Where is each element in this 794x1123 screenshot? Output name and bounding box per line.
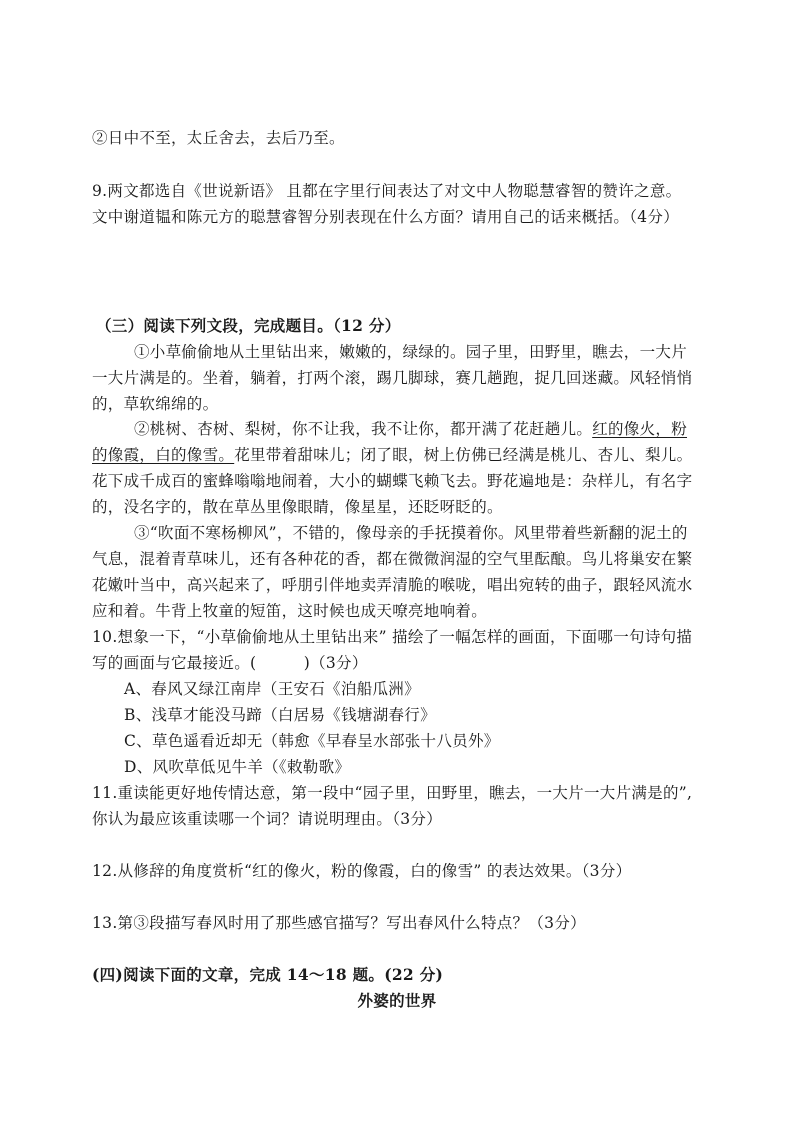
s3-p2-line-3: 花下成千成百的蜜蜂嗡嗡地闹着，大小的蝴蝶飞赖飞去。野花遍地是：杂样儿，有名字 bbox=[92, 472, 693, 490]
q10-line-1: 10.想象一下，“小草偷偷地从土里钻出来” 描绘了一幅怎样的画面，下面哪一句诗句描 bbox=[92, 628, 693, 646]
q11-line-1: 11.重读能更好地传情达意，第一段中“园子里，田野里，瞧去，一大片一大片满是的”, bbox=[92, 784, 693, 802]
s3-p3-line-1: ③“吹面不寒杨柳风”，不错的，像母亲的手抚摸着你。风里带着些新翻的泥土的 bbox=[134, 524, 688, 542]
section4-heading: (四)阅读下面的文章，完成 14～18 题。(22 分) bbox=[92, 965, 444, 984]
s3-p2-line-2 bbox=[92, 442, 712, 468]
section3-heading: （三）阅读下列文段，完成题目。（12 分） bbox=[96, 316, 401, 335]
q10-option-c: C、草色遥看近却无（韩愈《早春呈水部张十八员外》 bbox=[124, 732, 500, 750]
s3-p2-line-1 bbox=[134, 416, 754, 442]
s3-p1-line-1: ①小草偷偷地从土里钻出来，嫩嫩的，绿绿的。园子里，田野里，瞧去，一大片 bbox=[134, 343, 688, 361]
s3-p3-line-4: 应和着。牛背上牧童的短笛，这时候也成天嘹亮地响着。 bbox=[92, 602, 488, 620]
q11-line-2: 你认为最应该重读哪一个词？请说明理由。（3分） bbox=[92, 810, 443, 828]
s3-p2-line-4: 的，没名字的，散在草丛里像眼睛，像星星，还眨呀眨的。 bbox=[92, 498, 503, 516]
s3-p2-underlined-part-1: 红的像火，粉 bbox=[592, 420, 688, 438]
q9-line-1: 9.两文都选自《世说新语》 且都在字里行间表达了对文中人物聪慧睿智的赞许之意。 bbox=[92, 182, 682, 200]
section4-article-title: 外婆的世界 bbox=[357, 991, 437, 1010]
q13: 13.第③段描写春风时用了那些感官描写？写出春风什么特点？（3分） bbox=[92, 914, 586, 932]
q10-option-b: B、浅草才能没马蹄（白居易《钱塘湖春行》 bbox=[124, 706, 436, 724]
s3-p3-line-2: 气息，混着青草味儿，还有各种花的香，都在微微润湿的空气里酝酿。鸟儿将巢安在繁 bbox=[92, 550, 693, 568]
s3-p2-line-2-text: 花里带着甜味儿；闭了眼，树上仿佛已经满是桃儿、杏儿、梨儿。 bbox=[234, 446, 693, 464]
s3-p1-line-2: 一大片满是的。坐着，躺着，打两个滚，踢几脚球，赛几趟跑，捉几回迷藏。风轻悄悄 bbox=[92, 369, 693, 387]
s3-p3-line-3: 花嫩叶当中，高兴起来了，呼朋引伴地卖弄清脆的喉咙，唱出宛转的曲子，跟轻风流水 bbox=[92, 576, 693, 594]
q10-option-d: D、风吹草低见牛羊（《敕勒歌》 bbox=[124, 758, 351, 776]
q12: 12.从修辞的角度赏析“红的像火，粉的像霞，白的像雪” 的表达效果。（3分） bbox=[92, 862, 632, 880]
q9-line-2: 文中谢道韫和陈元方的聪慧睿智分别表现在什么方面？请用自己的话来概括。（4分） bbox=[92, 208, 680, 226]
q10-option-a: A、春风又绿江南岸（王安石《泊船瓜洲》 bbox=[124, 680, 420, 698]
s3-p2-line-1-text: ②桃树、杏树、梨树，你不让我，我不让你，都开满了花赶趟儿。 bbox=[134, 420, 593, 438]
s3-p2-underlined-part-2: 的像霞，白的像雪。 bbox=[92, 446, 235, 464]
s3-p1-line-3: 的，草软绵绵的。 bbox=[92, 395, 219, 413]
q10-line-2: 写的画面与它最接近。( )（3分） bbox=[92, 654, 368, 672]
q8-item-2: ②日中不至，太丘舍去，去后乃至。 bbox=[92, 129, 345, 147]
